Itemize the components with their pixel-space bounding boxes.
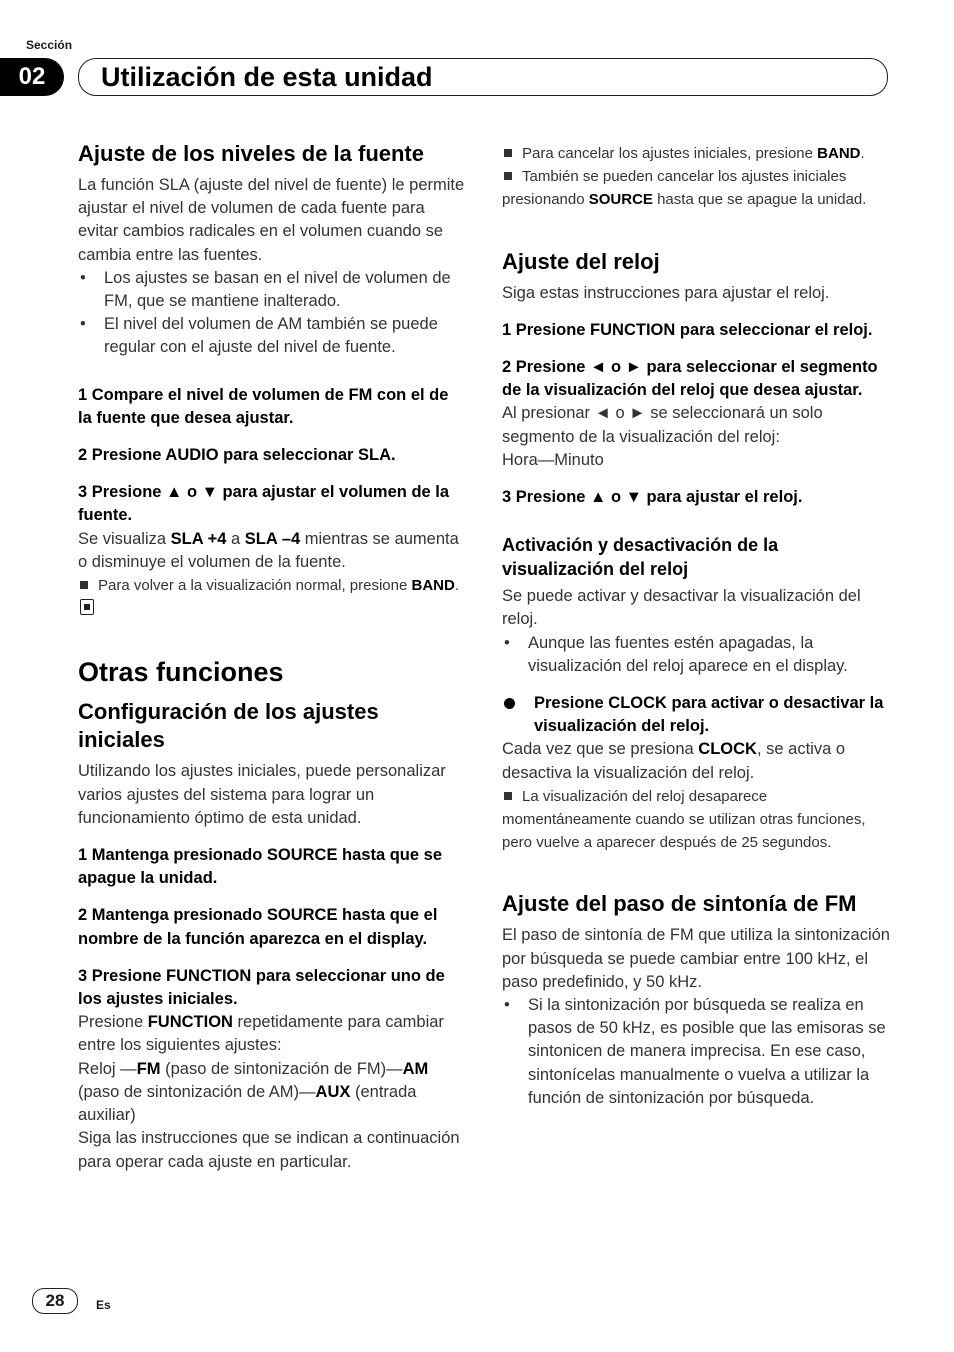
note-square-icon	[504, 792, 512, 800]
list-item: • Si la sintonización por búsqueda se realiza en pasos de 50 kHz, es posible que las emisoras se sintonicen de manera imprecisa. En ese caso, sintonícelas manualmente o vuelva a utilizar la función de sintonización por búsqueda.	[504, 996, 886, 1107]
bullet-icon: •	[504, 996, 510, 1015]
paso-fm-heading: Ajuste del paso de sintonía de FM	[502, 891, 857, 917]
note-square-icon	[504, 172, 512, 180]
sla-note: Para volver a la visualización normal, presione BAND.	[78, 574, 466, 620]
sla-step-2: 2 Presione AUDIO para seleccionar SLA.	[78, 446, 396, 465]
list-item: • El nivel del volumen de AM también se puede regular con el ajuste del nivel de fuente.	[80, 315, 438, 357]
reloj-heading: Ajuste del reloj	[502, 248, 660, 274]
activacion-note: La visualización del reloj desaparece momentáneamente cuando se utilizan otras funciones, pero vuelve a aparecer después de 25 segundos.	[502, 787, 866, 852]
activacion-text: Cada vez que se presiona CLOCK, se activa o desactiva la visualización del reloj.	[502, 740, 846, 782]
cancel-note-1: Para cancelar los ajustes iniciales, presione BAND.	[502, 142, 894, 165]
reloj-step-2-seq: Hora—Minuto	[502, 450, 604, 469]
list-item: • Los ajustes se basan en el nivel de volumen de FM, que se mantiene inalterado.	[80, 268, 451, 311]
sla-step-3-text: Se visualiza SLA +4 a SLA –4 mientras se aumenta o disminuye el volumen de la fuente.	[78, 529, 459, 571]
reloj-step-2: 2 Presione ◄ o ► para seleccionar el segmento de la visualización del reloj que desea ajustar.	[502, 358, 878, 400]
reloj-intro: Siga estas instrucciones para ajustar el reloj.	[502, 283, 830, 302]
left-column	[78, 140, 466, 1174]
note-square-icon	[504, 149, 512, 157]
activacion-intro: Se puede activar y desactivar la visualización del reloj.	[502, 587, 861, 629]
config-step-3-text: Presione FUNCTION repetidamente para cambiar entre los siguientes ajustes:	[78, 1013, 444, 1055]
chapter-header	[78, 58, 888, 96]
bullet-icon: •	[80, 315, 86, 334]
chapter-title: Utilización de esta unidad	[101, 62, 433, 92]
section-number-badge: 02	[0, 58, 64, 96]
note-square-icon	[80, 581, 88, 589]
paso-fm-intro: El paso de sintonía de FM que utiliza la sintonización por búsqueda se puede cambiar entre 100 kHz, el paso predefinido, y 50 kHz.	[502, 926, 890, 991]
reloj-step-3: 3 Presione ▲ o ▼ para ajustar el reloj.	[502, 488, 803, 507]
list-item: • Aunque las fuentes estén apagadas, la visualización del reloj aparece en el display.	[504, 633, 848, 675]
page-number: 28	[32, 1288, 78, 1314]
config-settings-sequence: Reloj —FM (paso de sintonización de FM)—AM (paso de sintonización de AM)—AUX (entrada auxiliar)	[78, 1059, 429, 1125]
sla-intro: La función SLA (ajuste del nivel de fuente) le permite ajustar el nivel de volumen de cada fuente para evitar cambios radicales en el volumen cuando se cambia entre las fuentes.	[78, 176, 465, 264]
reloj-step-2-text: Al presionar ◄ o ► se seleccionará un solo segmento de la visualización del reloj:	[502, 404, 823, 446]
cancel-note-2: También se pueden cancelar los ajustes iniciales presionando SOURCE hasta que se apague la unidad.	[502, 168, 867, 209]
bullet-icon: •	[504, 633, 510, 652]
sla-step-1: 1 Compare el nivel de volumen de FM con el de la fuente que desea ajustar.	[78, 385, 449, 427]
reloj-step-1: 1 Presione FUNCTION para seleccionar el reloj.	[502, 320, 873, 339]
otras-heading: Otras funciones	[78, 657, 284, 688]
activacion-step: Presione CLOCK para activar o desactivar la visualización del reloj.	[502, 692, 894, 738]
config-step-1: 1 Mantenga presionado SOURCE hasta que se apague la unidad.	[78, 846, 442, 888]
config-follow-text: Siga las instrucciones que se indican a continuación para operar cada ajuste en particular.	[78, 1129, 460, 1171]
sla-step-3: 3 Presione ▲ o ▼ para ajustar el volumen de la fuente.	[78, 483, 450, 525]
solid-circle-icon	[504, 698, 515, 709]
language-label: Es	[96, 1298, 111, 1312]
config-intro: Utilizando los ajustes iniciales, puede personalizar varios ajustes del sistema para lograr un funcionamiento óptimo de esta unidad.	[78, 762, 446, 827]
activacion-heading: Activación y desactivación de la visualización del reloj	[502, 535, 779, 580]
section-label: Sección	[26, 38, 73, 52]
config-heading: Configuración de los ajustes iniciales	[78, 699, 379, 753]
end-mark-icon	[80, 599, 94, 615]
right-column	[502, 142, 894, 1110]
config-step-2: 2 Mantenga presionado SOURCE hasta que el nombre de la función aparezca en el display.	[78, 906, 438, 948]
config-step-3: 3 Presione FUNCTION para seleccionar uno de los ajustes iniciales.	[78, 966, 445, 1009]
bullet-icon: •	[80, 268, 86, 287]
sla-heading: Ajuste de los niveles de la fuente	[78, 141, 424, 166]
